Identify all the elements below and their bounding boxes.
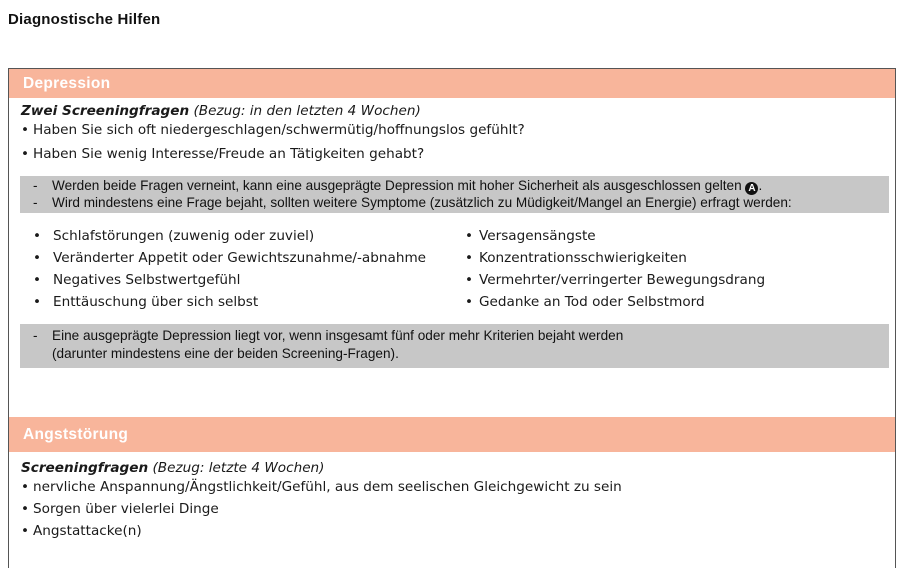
symptom-right-2 <box>465 249 687 267</box>
depression-question-1 <box>21 121 525 139</box>
bullet-icon: • <box>33 250 42 266</box>
depression-screening-title <box>21 102 421 120</box>
evidence-level-a-icon: A <box>745 182 758 195</box>
symptom-text: Schlafstörungen (zuwenig oder zuviel) <box>53 228 315 244</box>
anxiety-question-3 <box>21 522 142 540</box>
depression-info-box-2 <box>20 324 889 368</box>
info-text: Wird mindestens eine Frage bejaht, sollten weitere Symptome (zusätzlich zu Müdigkeit/Mangel an Energie) erfragt werden: <box>52 195 792 210</box>
symptom-left-1 <box>33 227 314 245</box>
bullet-icon: • <box>33 228 42 244</box>
bullet-icon: • <box>33 294 42 310</box>
bullet-icon: • <box>465 250 474 266</box>
depression-info-box-1 <box>20 176 889 213</box>
symptom-text: Enttäuschung über sich selbst <box>53 294 259 310</box>
bullet-icon: • <box>465 228 474 244</box>
question-text: Haben Sie sich oft niedergeschlagen/schwermütig/hoffnungslos gefühlt? <box>33 122 525 138</box>
depression-screening-title-reference: (Bezug: in den letzten 4 Wochen) <box>189 103 421 119</box>
question-text: Sorgen über vielerlei Dinge <box>33 501 219 517</box>
symptom-left-2 <box>33 249 426 267</box>
info-box-2-line-1 <box>33 327 623 345</box>
dash-marker: - <box>33 178 38 193</box>
question-text: nervliche Anspannung/Ängstlichkeit/Gefühl, aus dem seelischen Gleichgewicht zu sein <box>33 479 622 495</box>
symptom-text: Veränderter Appetit oder Gewichtszunahme/-abnahme <box>53 250 427 266</box>
bullet-icon: • <box>465 294 474 310</box>
bullet-icon: • <box>21 122 30 138</box>
symptom-left-4 <box>33 293 258 311</box>
symptom-text: Gedanke an Tod oder Selbstmord <box>479 294 705 310</box>
anxiety-section-header: Angststörung <box>9 417 895 452</box>
dash-marker: - <box>33 195 38 210</box>
dash-marker: - <box>33 328 38 343</box>
info-box-1-line-2 <box>33 194 792 212</box>
info-box-1-line-1 <box>33 177 762 195</box>
bullet-icon: • <box>21 501 30 517</box>
anxiety-question-2 <box>21 500 219 518</box>
symptom-text: Versagensängste <box>479 228 596 244</box>
bullet-icon: • <box>465 272 474 288</box>
symptom-right-4 <box>465 293 705 311</box>
info-text: Eine ausgeprägte Depression liegt vor, wenn insgesamt fünf oder mehr Kriterien bejaht werden <box>52 328 624 343</box>
question-text: Angstattacke(n) <box>33 523 142 539</box>
page-title: Diagnostische Hilfen <box>8 11 161 28</box>
anxiety-screening-title-bold: Screeningfragen <box>21 460 149 476</box>
symptom-text: Konzentrationsschwierigkeiten <box>479 250 687 266</box>
bullet-icon: • <box>21 146 30 162</box>
depression-screening-title-bold: Zwei Screeningfragen <box>21 103 190 119</box>
depression-question-2 <box>21 145 424 163</box>
bullet-icon: • <box>21 479 30 495</box>
bullet-icon: • <box>21 523 30 539</box>
symptom-right-1 <box>465 227 596 245</box>
info-text-end: . <box>758 178 763 193</box>
symptom-left-3 <box>33 271 240 289</box>
anxiety-screening-title-reference: (Bezug: letzte 4 Wochen) <box>148 460 325 476</box>
symptom-right-3 <box>465 271 765 289</box>
symptom-text: Vermehrter/verringerter Bewegungsdrang <box>479 272 766 288</box>
question-text: Haben Sie wenig Interesse/Freude an Tätigkeiten gehabt? <box>33 146 425 162</box>
symptom-text: Negatives Selbstwertgefühl <box>53 272 241 288</box>
bullet-icon: • <box>33 272 42 288</box>
anxiety-screening-title <box>21 459 324 477</box>
info-text: Werden beide Fragen verneint, kann eine ausgeprägte Depression mit hoher Sicherheit als ausgeschlossen gelten <box>52 178 742 193</box>
info-box-2-line-2: (darunter mindestens eine der beiden Screening-Fragen). <box>52 346 399 361</box>
anxiety-question-1 <box>21 478 622 496</box>
depression-section-header: Depression <box>9 69 895 98</box>
